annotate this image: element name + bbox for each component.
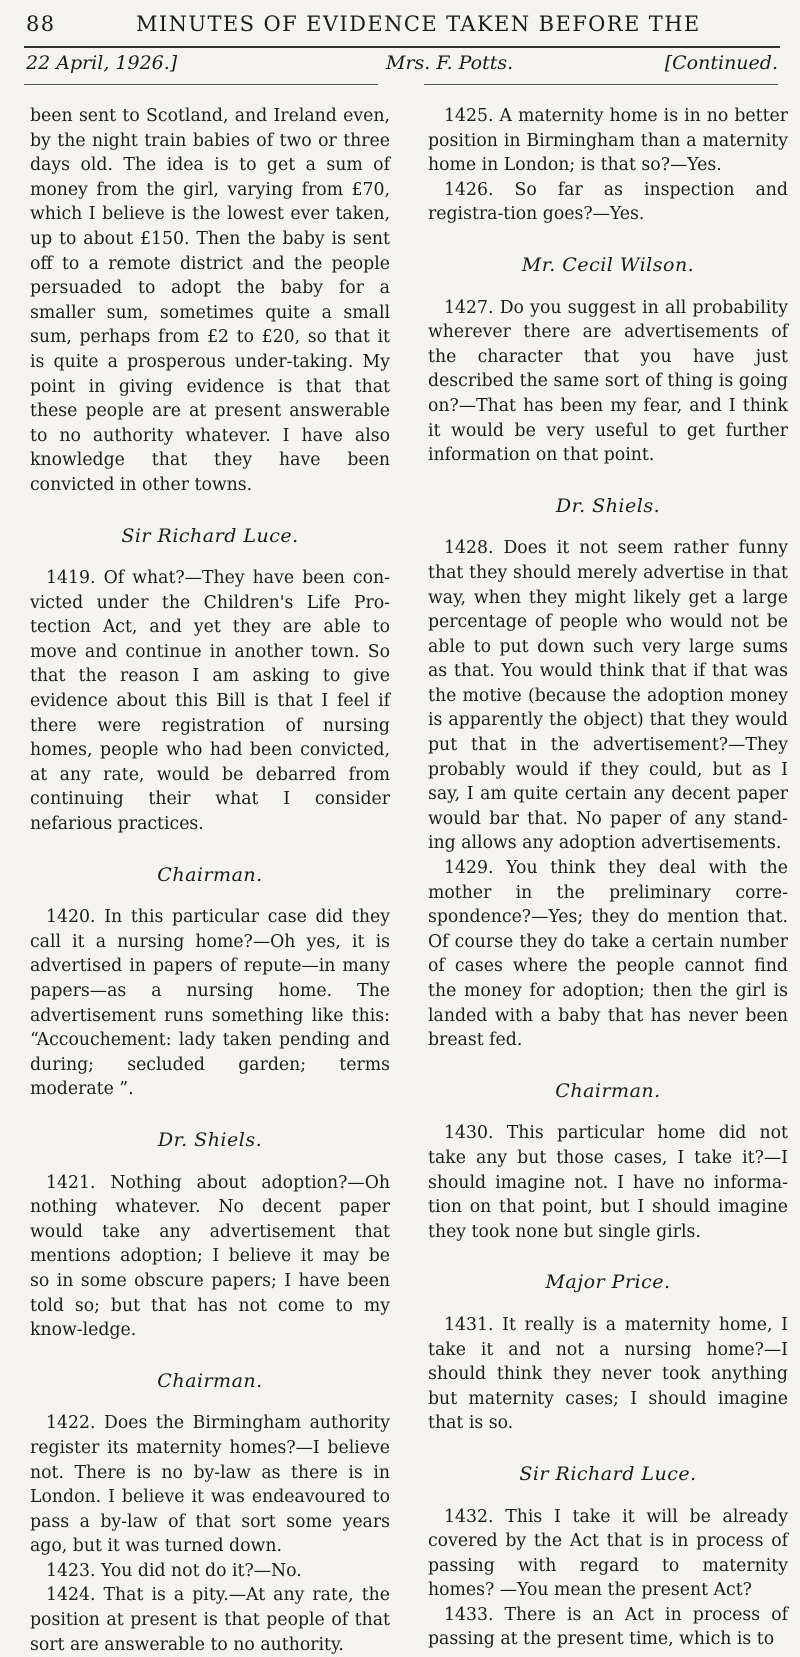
sub-header — [26, 52, 778, 80]
speaker-heading: Major Price. — [545, 1271, 671, 1294]
question-paragraph: 1433. There is an Act in process of passing at the present time, which is to — [428, 1604, 788, 1650]
speaker-heading: Sir Richard Luce. — [121, 524, 299, 547]
page-number: 88 — [26, 12, 56, 36]
continued-label: [Continued. — [664, 52, 778, 74]
question-paragraph: 1430. This particular home did not take any but those cases, I take it?—I should imagine not. I have no informa-tion on that point, but I should imagine they took none but single girls. — [428, 1123, 788, 1242]
subheader-rule-left — [24, 84, 378, 85]
text-paragraph: been sent to Scotland, and Ireland even, by the night train babies of two or three days old. The idea is to get a sum of money from the girl, varying from £70, which I believe is the lowest ever taken, up to about £150. Then the baby is sent off to a remote district and the people persuaded to adopt the baby for a smaller sum, sometimes quite a small sum, perhaps from £2 to £20, so that it is quite a prosperous under-taking. My point in giving evidence is that that these people are at present answerable to no authority whatever. I have also knowledge that they have been convicted in other towns. — [30, 106, 390, 495]
question-paragraph: 1427. Do you suggest in all probability wherever there are advertisements of the character that you have just described the same sort of thing is going on?—That has been my fear, and I think it would be very useful to get further information on that point. — [428, 297, 788, 466]
subheader-rule-right — [424, 84, 778, 85]
question-paragraph: 1429. You think they deal with the mother in the preliminary corre-spondence?—Yes; they do mention that. Of course they do take a certain number of cases where the people cannot find the money for adoption; then the girl is landed with a baby that has never been breast fed. — [428, 858, 788, 1051]
speaker-heading: Chairman. — [157, 1369, 263, 1392]
question-paragraph: 1419. Of what?—They have been con-victed under the Children's Life Pro-tection Act, and yet they are able to move and continue in another town. So that the reason I am asking to give evidence about this Bill is that I feel if there were registration of nursing homes, people who had been convicted, at any rate, would be debarred from continuing their what I consider nefarious practices. — [30, 568, 390, 835]
question-paragraph: 1425. A maternity home is in no better position in Birmingham than a maternity home in London; is that so?—Yes. — [428, 106, 788, 176]
speaker-heading: Chairman. — [555, 1079, 661, 1102]
witness-name: Mrs. F. Potts. — [386, 52, 514, 74]
speaker-heading: Sir Richard Luce. — [519, 1462, 697, 1485]
speaker-heading: Dr. Shiels. — [555, 494, 661, 517]
question-paragraph: 1431. It really is a maternity home, I take it and not a nursing home?—I should think they never took anything but maternity cases; I should imagine that is so. — [428, 1314, 788, 1434]
question-paragraph: 1432. This I take it will be already covered by the Act that is in process of passing with regard to maternity homes? —You mean the present Act? — [428, 1506, 788, 1601]
question-paragraph: 1428. Does it not seem rather funny that they should merely advertise in that way, when they might likely get a large percentage of people who would not be able to put down such very large sums as that. You would think that if that was the motive (because the adoption money is apparently the object) that they would put that in the advertisement?—They probably would if they could, but as I say, I am quite certain any decent paper would bar that. No paper of any stand-ing allows any adoption advertisements. — [428, 538, 788, 854]
right-column — [428, 104, 788, 1652]
question-paragraph: 1423. You did not do it?—No. — [46, 1560, 302, 1581]
speaker-heading: Chairman. — [157, 863, 263, 886]
question-paragraph: 1421. Nothing about adoption?—Oh nothing whatever. No decent paper would take any advertisement that mentions adoption; I believe it may be so in some obscure papers; I have been told so; but that has not come to my know-ledge. — [30, 1172, 390, 1341]
running-head — [26, 8, 780, 40]
question-paragraph: 1426. So far as inspection and registra-tion goes?—Yes. — [428, 179, 788, 225]
question-paragraph: 1424. That is a pity.—At any rate, the position at present is that people of that sort are answerable to no authority. — [30, 1585, 390, 1655]
speaker-heading: Dr. Shiels. — [157, 1128, 263, 1151]
question-paragraph: 1420. In this particular case did they call it a nursing home?—Oh yes, it is advertised in papers of repute—in many papers—as a nursing home. The advertisement runs something like this: “Accouchement: lady taken pending and during; secluded garden; terms moderate ”. — [30, 907, 390, 1100]
header-rule — [24, 46, 780, 48]
speaker-heading: Mr. Cecil Wilson. — [521, 253, 695, 276]
running-title: MINUTES OF EVIDENCE TAKEN BEFORE THE — [136, 12, 701, 36]
left-column — [30, 104, 390, 1657]
sitting-date: 22 April, 1926.] — [26, 52, 178, 74]
question-paragraph: 1422. Does the Birmingham authority register its maternity homes?—I believe not. There is no by-law as there is in London. I believe it was endeavoured to pass a by-law of that sort some years ago, but it was turned down. — [30, 1413, 390, 1557]
